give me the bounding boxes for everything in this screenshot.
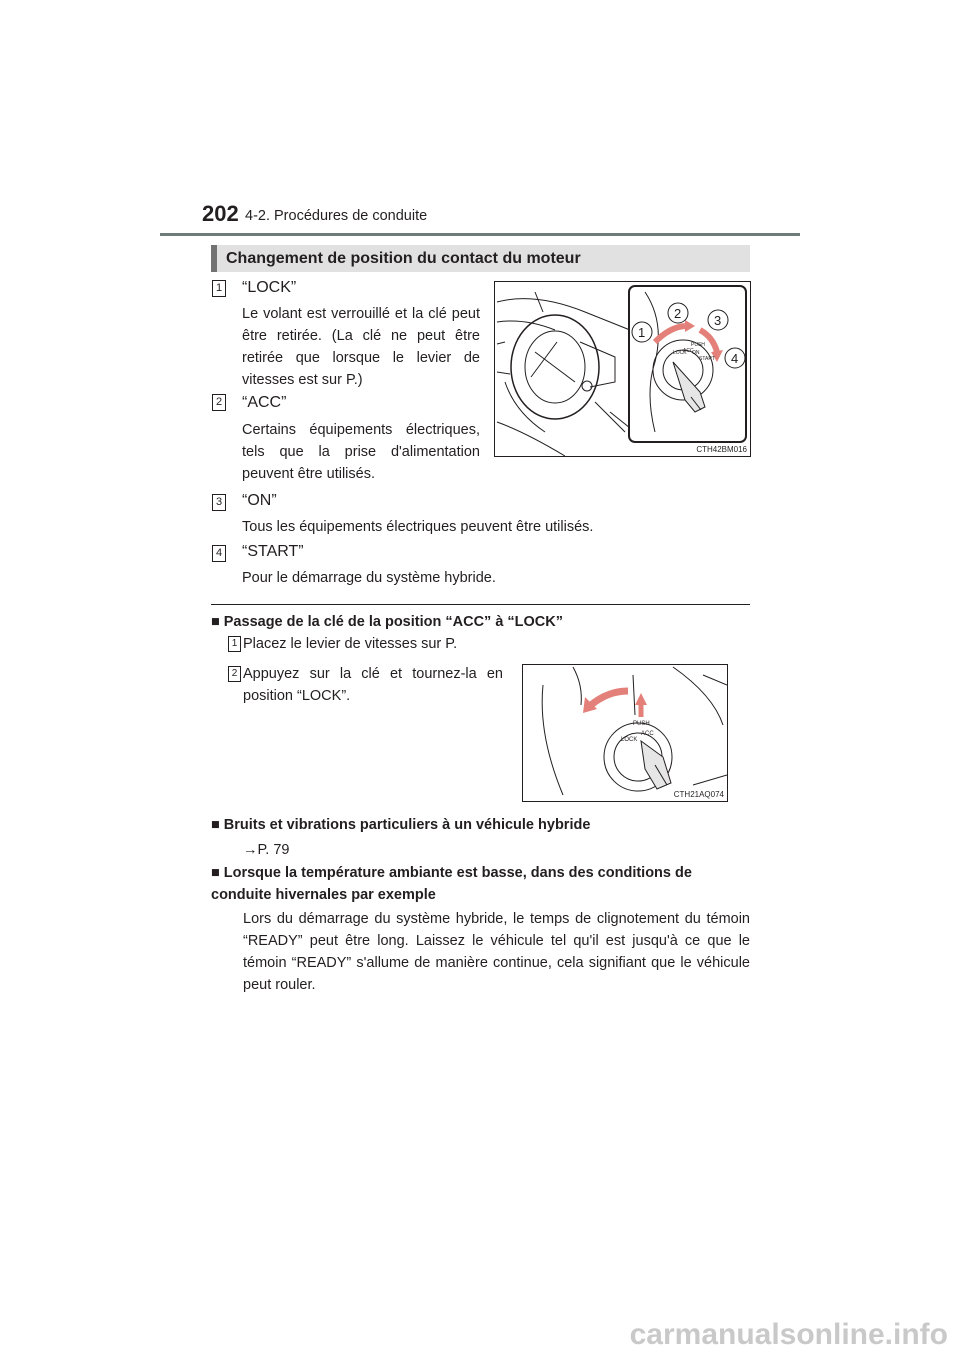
- item-text-start: Pour le démarrage du système hybride.: [242, 570, 496, 586]
- header-rule: [160, 233, 800, 236]
- note-heading-acc-lock: [211, 611, 750, 633]
- watermark: carmanualsonline.info: [629, 1318, 948, 1351]
- switch-text-lock: LOCK: [673, 350, 687, 356]
- item-label-start: “START”: [242, 543, 304, 560]
- item-label-on: “ON”: [242, 492, 277, 509]
- note-heading-cold: [211, 862, 750, 906]
- switch-text-on: ON: [692, 350, 700, 356]
- page-reference: →P. 79: [243, 842, 290, 858]
- bullet-square-icon: ■: [211, 865, 220, 881]
- callout-3: 3: [714, 313, 722, 328]
- figure-code: CTH21AQ074: [673, 790, 724, 799]
- item-number-4: 4: [212, 545, 226, 562]
- callout-2: 2: [674, 306, 682, 321]
- callout-4: 4: [731, 351, 739, 366]
- figure-code: CTH42BM016: [696, 445, 747, 454]
- key-turn-figure: [522, 664, 728, 802]
- note-heading-text: Lorsque la température ambiante est basse, dans des conditions de conduite hivernales par exemple: [211, 865, 692, 903]
- switch-text-acc: ACC: [641, 731, 654, 737]
- switch-text-push: PUSH: [691, 342, 705, 348]
- step-text-2: Appuyez sur la clé et tournez-la en position “LOCK”.: [243, 666, 503, 704]
- item-number-1: 1: [212, 280, 226, 297]
- step-text-1: Placez le levier de vitesses sur P.: [243, 636, 458, 652]
- item-number-2: 2: [212, 394, 226, 411]
- item-label-lock: “LOCK”: [242, 279, 297, 296]
- key-turn-illustration: [523, 665, 727, 801]
- step-number-2: 2: [228, 666, 241, 682]
- ignition-switch-figure: [494, 281, 751, 457]
- bullet-square-icon: ■: [211, 817, 220, 833]
- note-heading-noise: [211, 814, 750, 836]
- note-heading-text: Bruits et vibrations particuliers à un véhicule hybride: [223, 817, 591, 833]
- switch-text-acc: ACC: [683, 348, 694, 354]
- item-number-3: 3: [212, 494, 226, 511]
- callout-1: 1: [638, 325, 646, 340]
- note-text-cold: Lors du démarrage du système hybride, le temps de clignotement du témoin “READY” peut être long. Laissez le véhicule tel qu'il est jusqu'à ce que le témoin “READY” s'allume de manière continue, cela signifiant que le véhicule peut rouler.: [243, 911, 750, 993]
- ignition-switch-illustration: [495, 282, 750, 456]
- switch-text-push: PUSH: [633, 721, 650, 727]
- item-text-lock: Le volant est verrouillé et la clé peut être retirée. (La clé ne peut être retirée que lorsque le levier de vitesses est sur P.): [242, 306, 480, 388]
- section-header: 4-2. Procédures de conduite: [245, 208, 428, 224]
- item-text-acc: Certains équipements électriques, tels que la prise d'alimentation peuvent être utilisés.: [242, 422, 480, 482]
- section-title: Changement de position du contact du moteur: [211, 245, 750, 272]
- section-divider: [211, 604, 750, 605]
- item-label-acc: “ACC”: [242, 394, 287, 411]
- bullet-square-icon: ■: [211, 614, 220, 630]
- note-heading-text: Passage de la clé de la position “ACC” à “LOCK”: [223, 614, 563, 630]
- step-number-1: 1: [228, 636, 241, 652]
- item-text-on: Tous les équipements électriques peuvent être utilisés.: [242, 519, 594, 535]
- switch-text-lock: LOCK: [621, 737, 638, 743]
- switch-text-start: START: [699, 356, 715, 362]
- page-number: 202: [202, 201, 239, 226]
